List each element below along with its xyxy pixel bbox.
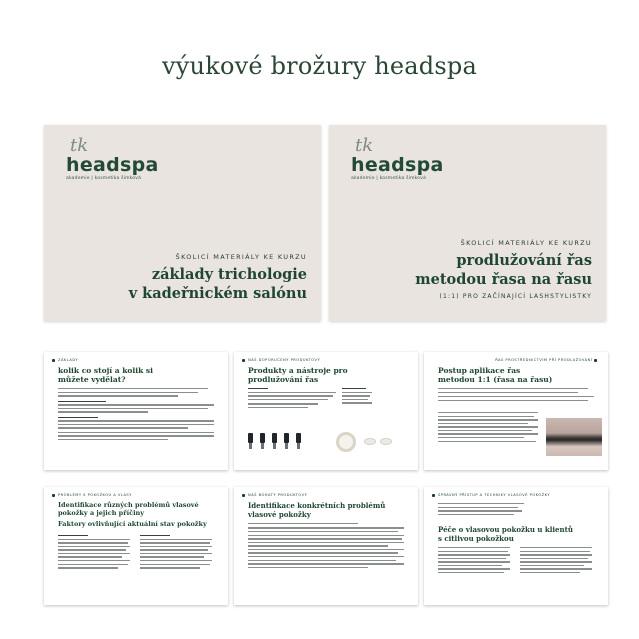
page-heading-line: s citlivou pokožkou <box>438 534 514 543</box>
page-heading <box>58 501 207 528</box>
page-heading-line: Postup aplikace řas <box>438 366 521 375</box>
body-text <box>248 388 338 410</box>
body-text <box>438 547 512 576</box>
page-header <box>52 493 132 497</box>
body-text <box>58 388 216 443</box>
brochure-page-thumbnail[interactable] <box>44 352 228 470</box>
page-header-label: NÁŠ DOPORUČENÝ PRODUKTOVÝ <box>248 358 321 362</box>
logo-name: headspa <box>351 154 444 176</box>
page-header <box>432 493 550 497</box>
body-text-column <box>342 388 402 406</box>
page-header-label: ŘAS PROSTŘEDNICTVÍM PŘÍ PRODLUŽOVÁNÍ <box>495 358 593 362</box>
brochure-page-thumbnail[interactable] <box>234 352 418 470</box>
brochure-cover-trichology[interactable] <box>44 125 321 321</box>
cover-subtitle: (1:1) PRO ZAČÍNAJÍCÍ LASHSTYLISTKY <box>439 293 592 300</box>
page-title: výukové brožury headspa <box>162 52 477 80</box>
lash-application-photo <box>546 418 602 456</box>
logo-subtitle: akademie | kosmetika šimková <box>66 176 142 181</box>
cover-heading-line: prodlužování řas <box>456 252 592 269</box>
page-heading-line: vlasové pokožky <box>248 510 311 519</box>
page-header <box>52 358 78 362</box>
headspa-logo <box>351 137 444 181</box>
body-text-column <box>140 535 214 571</box>
cover-heading-line: základy trichologie <box>151 266 307 283</box>
page-heading-line: můžete vydělat? <box>58 375 126 384</box>
page-header <box>495 358 600 362</box>
logo-subtitle: akademie | kosmetika šimková <box>351 176 427 181</box>
page-header-label: NÁŠ BOHATÝ PRODUKTOVÝ <box>248 493 308 497</box>
logo-monogram: tk <box>70 135 89 156</box>
page-heading <box>438 366 552 384</box>
body-text-column <box>520 547 594 576</box>
brochure-cover-lash-extensions[interactable] <box>329 125 606 321</box>
page-heading-line: pokožky a jejich příčiny <box>58 509 145 517</box>
cover-heading-line: metodou řasa na řasu <box>415 271 592 288</box>
body-text <box>438 388 596 403</box>
page-header <box>242 493 307 497</box>
cover-heading <box>415 251 592 289</box>
page-heading-line: kolik co stojí a kolik si <box>58 366 153 375</box>
page-header-label: PROBLÉMY S POKOŽKOU A VLASY <box>58 493 132 497</box>
cover-kicker: ŠKOLICÍ MATERIÁLY KE KURZU <box>175 253 307 261</box>
page-heading <box>248 366 348 384</box>
tape-roll-illustration <box>336 432 356 452</box>
page-heading-line: Péče o vlasovou pokožku u klientů <box>438 525 573 534</box>
page-heading-line: Produkty a nástroje pro <box>248 366 348 375</box>
page-heading-line: Identifikace konkrétních problémů <box>248 501 386 510</box>
page-heading <box>248 501 385 519</box>
page-header-label: SPRÁVNÝ PŘÍSTUP A TECHNIKY VLASOVÉ POKOŽKY <box>438 493 551 497</box>
logo-monogram: tk <box>355 135 374 156</box>
brochure-page-thumbnail[interactable] <box>234 487 418 605</box>
eye-pad-illustration <box>364 438 376 445</box>
brochure-page-thumbnail[interactable] <box>424 487 608 605</box>
page-heading-line: metodou 1:1 (řasa na řasu) <box>438 375 553 384</box>
page-heading-line: prodlužování řas <box>248 375 319 384</box>
intro-list <box>438 503 528 517</box>
page-heading <box>438 525 573 543</box>
logo-name: headspa <box>66 154 159 176</box>
body-text <box>58 535 132 571</box>
steps-list <box>438 412 542 444</box>
brochure-page-thumbnail[interactable] <box>424 352 608 470</box>
headspa-logo <box>66 137 159 181</box>
page-heading <box>58 366 153 384</box>
cover-kicker: ŠKOLICÍ MATERIÁLY KE KURZU <box>460 239 592 247</box>
body-text <box>248 523 406 570</box>
brochure-page-thumbnail[interactable] <box>44 487 228 605</box>
page-header-label: ZÁKLADY <box>58 358 79 362</box>
eye-pad-illustration <box>380 438 392 445</box>
page-header <box>242 358 320 362</box>
cover-heading-line: v kadeřnickém salónu <box>128 285 307 302</box>
cover-heading <box>129 265 307 303</box>
page-heading-line: Identifikace různých problémů vlasové <box>58 501 199 509</box>
page-heading-line: Faktory ovlivňující aktuální stav pokožky <box>58 520 207 528</box>
